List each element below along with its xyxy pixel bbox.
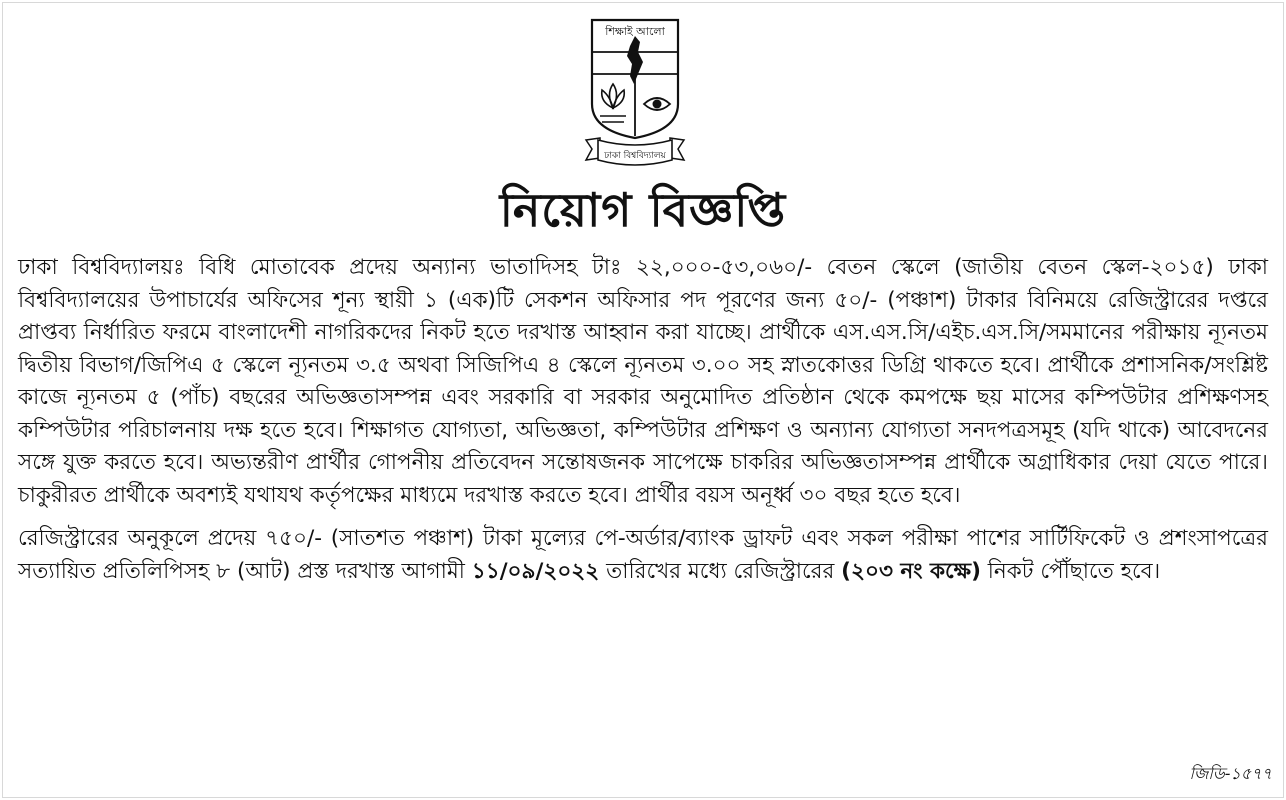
- notice-body: [18, 252, 1268, 588]
- notice-title: নিয়োগ বিজ্ঞপ্তি: [499, 183, 787, 237]
- university-emblem-icon: [580, 12, 690, 172]
- deadline-date: ১১/০৯/২০২২: [471, 558, 600, 584]
- room-number: (২০৩ নং কক্ষে): [841, 558, 981, 584]
- submission-ending: নিকট পৌঁছাতে হবে।: [980, 558, 1161, 584]
- submission-text-2: তারিখের মধ্যে রেজিস্ট্রারের: [599, 558, 842, 584]
- submission-text: রেজিস্ট্রারের অনুকূলে প্রদেয় ৭৫০/- (সাতশত পঞ্চাশ) টাকা মূল্যের পে-অর্ডার/ব্যাংক ড্রাফট এবং সকল পরীক্ষা পাশের সার্টিফিকেট ও প্রশংসাপত্রের সত্যায়িত প্রতিলিপিসহ ৮ (আট) প্রস্ত দরখাস্ত আগামী: [18, 526, 1268, 584]
- paragraph-requirements: ঢাকা বিশ্ববিদ্যালয়ঃ বিধি মোতাবেক প্রদেয় অন্যান্য ভাতাদিসহ টাঃ ২২,০০০-৫৩,০৬০/- বেতন স্কেলে (জাতীয় বেতন স্কেল-২০১৫) ঢাকা বিশ্ববিদ্যালয়ের উপাচার্যের অফিসের শূন্য স্থায়ী ১ (এক)টি সেকশন অফিসার পদ পূরণের জন্য ৫০/- (পঞ্চাশ) টাকার বিনিময়ে রেজিস্ট্রারের দপ্তরে প্রাপ্তব্য নির্ধারিত ফরমে বাংলাদেশী নাগরিকদের নিকট হতে দরখাস্ত আহ্বান করা যাচ্ছে। প্রার্থীকে এস.এস.সি/এইচ.এস.সি/সমমানের পরীক্ষায় ন্যূনতম দ্বিতীয় বিভাগ/জিপিএ ৫ স্কেলে ন্যূনতম ৩.৫ অথবা সিজিপিএ ৪ স্কেলে ন্যূনতম ৩.০০ সহ স্নাতকোত্তর ডিগ্রি থাকতে হবে। প্রার্থীকে প্রশাসনিক/সংশ্লিষ্ট কাজে ন্যূনতম ৫ (পাঁচ) বছরের অভিজ্ঞতাসম্পন্ন এবং সরকারি বা সরকার অনুমোদিত প্রতিষ্ঠান থেকে কমপক্ষে ছয় মাসের কম্পিউটার প্রশিক্ষণসহ কম্পিউটার পরিচালনায় দক্ষ হতে হবে। শিক্ষাগত যোগ্যতা, অভিজ্ঞতা, কম্পিউটার প্রশিক্ষণ ও অন্যান্য যোগ্যতা সনদপত্রসমূহ (যদি থাকে) আবেদনের সঙ্গে যুক্ত করতে হবে। অভ্যন্তরীণ প্রার্থীর গোপনীয় প্রতিবেদন সন্তোষজনক সাপেক্ষে চাকরির অভিজ্ঞতাসম্পন্ন প্রার্থীকে অগ্রাধিকার দেয়া যেতে পারে। চাকুরীরত প্রার্থীকে অবশ্যই যথাযথ কর্তৃপক্ষের মাধ্যমে দরখাস্ত করতে হবে। প্রার্থীর বয়স অনূর্ধ্ব ৩০ বছর হতে হবে।: [18, 255, 1268, 508]
- emblem-motto: শিক্ষাই আলো: [605, 25, 665, 38]
- university-emblem: [580, 12, 690, 172]
- emblem-name: ঢাকা বিশ্ববিদ্যালয়: [604, 151, 666, 161]
- paragraph-submission: [18, 523, 1268, 588]
- reference-code: জিডি-১৫৭৭: [1189, 764, 1272, 783]
